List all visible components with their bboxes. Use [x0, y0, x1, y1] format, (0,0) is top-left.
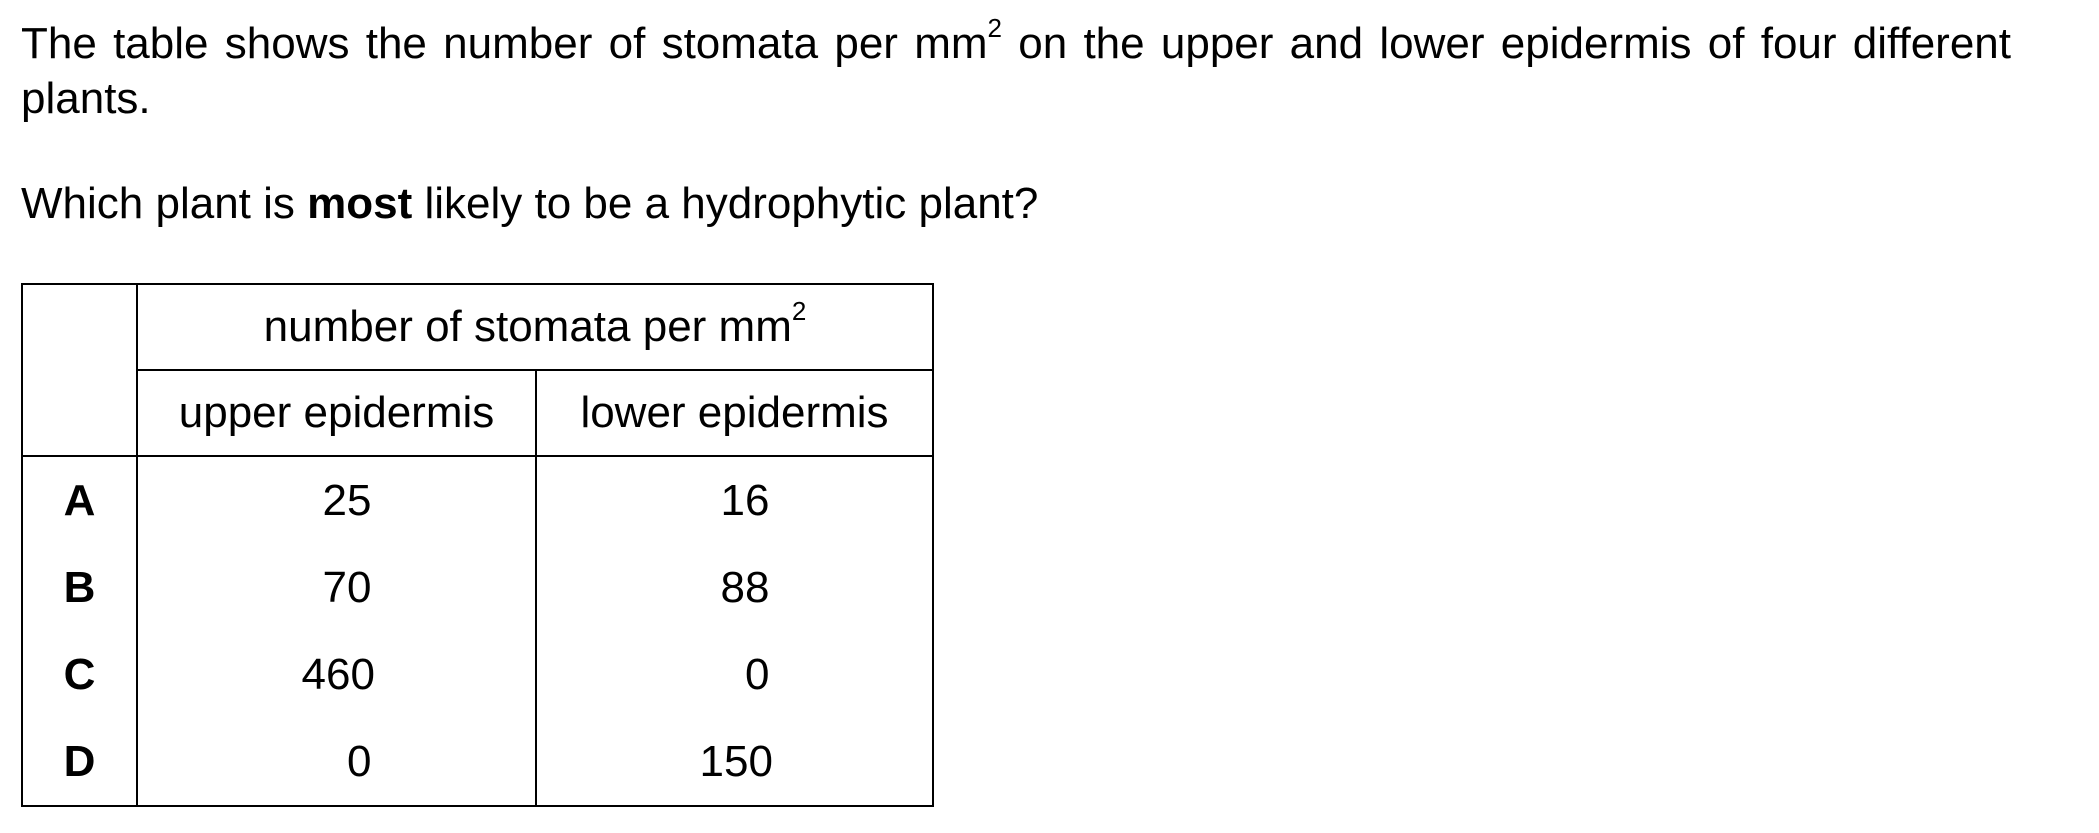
column-header-lower: lower epidermis [536, 370, 933, 456]
group-header-cell [137, 284, 933, 370]
stomata-table [21, 283, 934, 807]
question-prompt [21, 176, 2011, 231]
lower-value-text: 150 [699, 736, 773, 786]
upper-value [137, 718, 536, 806]
prompt-emphasis: most [307, 179, 413, 228]
table-row [22, 631, 933, 718]
upper-value [137, 631, 536, 718]
column-header-upper: upper epidermis [137, 370, 536, 456]
upper-value-text: 0 [347, 736, 372, 786]
question-stem [21, 13, 2011, 231]
upper-value [137, 456, 536, 544]
lower-value [536, 544, 933, 631]
lower-value-text: 88 [720, 562, 770, 612]
table-header-row [22, 284, 933, 370]
table-subheader-row [22, 370, 933, 456]
option-label-a: A [22, 456, 137, 544]
upper-value-text: 460 [301, 649, 375, 699]
table-corner-cell [22, 284, 137, 456]
table-row [22, 544, 933, 631]
intro-text-end: on the upper and lower epidermis of four different plants. [21, 19, 2011, 123]
question-intro [21, 13, 2011, 126]
table-row [22, 456, 933, 544]
group-header-superscript: 2 [791, 296, 807, 326]
lower-value [536, 718, 933, 806]
prompt-text: Which plant is [21, 179, 308, 228]
intro-text: The table shows the number of stomata per mm [21, 19, 988, 68]
lower-value-text: 16 [720, 475, 770, 525]
upper-value-text: 25 [322, 475, 372, 525]
option-label-c: C [22, 631, 137, 718]
upper-value [137, 544, 536, 631]
option-label-d: D [22, 718, 137, 806]
upper-value-text: 70 [322, 562, 372, 612]
lower-value [536, 631, 933, 718]
table-row [22, 718, 933, 806]
intro-superscript: 2 [987, 13, 1002, 43]
option-label-b: B [22, 544, 137, 631]
lower-value-text: 0 [745, 649, 770, 699]
prompt-text-end: likely to be a hydrophytic plant? [412, 179, 1039, 228]
lower-value [536, 456, 933, 544]
group-header-text: number of stomata per mm [263, 302, 792, 351]
